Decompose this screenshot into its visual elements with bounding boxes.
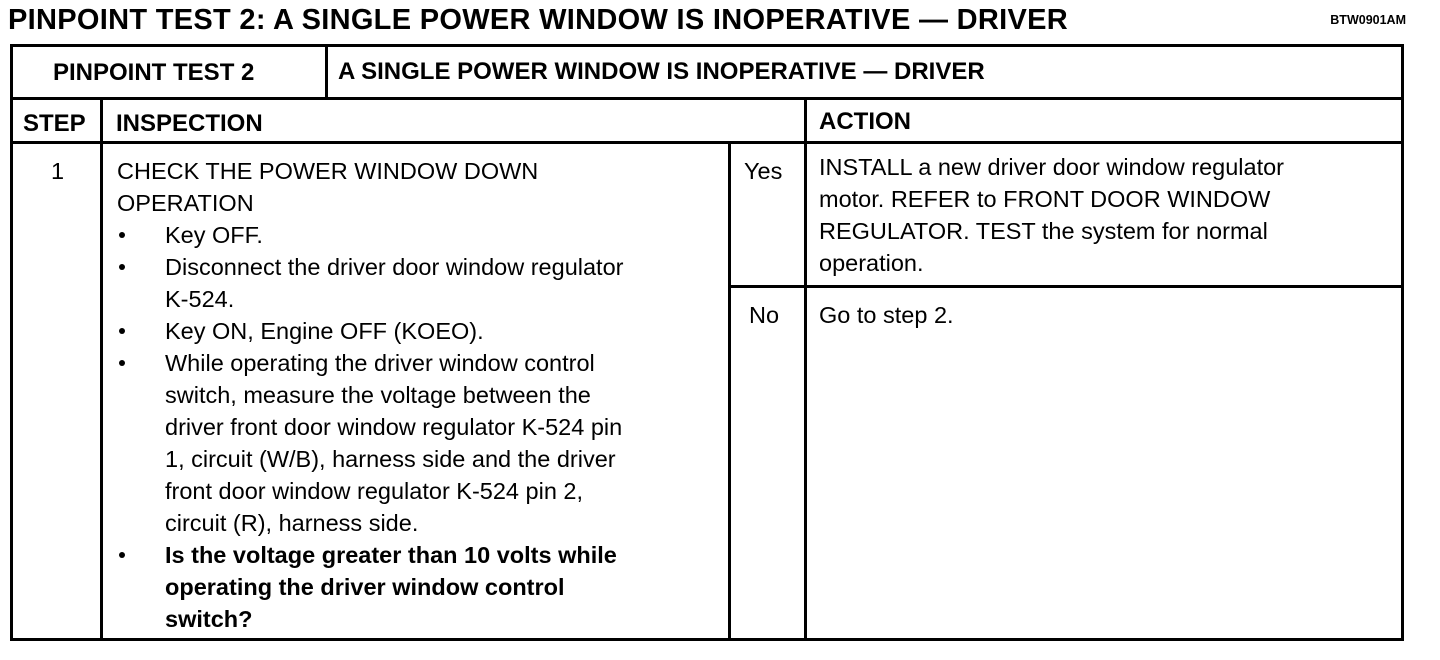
inspection-step-line: While operating the driver window control [165, 350, 595, 376]
outcome-divider [728, 285, 1401, 288]
inspection-step-line: front door window regulator K-524 pin 2, [165, 478, 584, 504]
step-column-separator [100, 97, 103, 638]
inspection-question-line: operating the driver window control [165, 574, 565, 600]
answer-yes: Yes [744, 158, 783, 184]
action-no [819, 299, 954, 331]
inspection-question [117, 539, 623, 635]
bullet-icon [119, 360, 125, 366]
inspection-question-line: Is the voltage greater than 10 volts while [165, 542, 617, 568]
inspection-step-line: circuit (R), harness side. [165, 510, 419, 536]
step-header: STEP [23, 110, 86, 137]
inspection-cell [117, 155, 623, 635]
bullet-icon [119, 264, 125, 270]
inspection-step [117, 251, 623, 315]
inspection-step-line: Disconnect the driver door window regulator [165, 254, 624, 280]
inspection-heading-line: OPERATION [117, 190, 254, 216]
inspection-step [117, 347, 623, 539]
title-row-divider [13, 97, 1401, 100]
inspection-step-line: Key ON, Engine OFF (KOEO). [165, 318, 484, 344]
action-line: REGULATOR. TEST the system for normal [819, 218, 1268, 244]
inspection-question-line: switch? [165, 606, 253, 632]
test-title: A SINGLE POWER WINDOW IS INOPERATIVE — DRIVER [338, 58, 985, 85]
page-title: PINPOINT TEST 2: A SINGLE POWER WINDOW IS INOPERATIVE — DRIVER [8, 4, 1068, 36]
pinpoint-test-table [10, 44, 1404, 641]
inspection-step [117, 315, 623, 347]
header-row-divider [13, 141, 1401, 144]
test-label: PINPOINT TEST 2 [53, 59, 255, 86]
inspection-step [117, 219, 623, 251]
step-number: 1 [51, 158, 65, 184]
inspection-step-line: driver front door window regulator K-524 pin [165, 414, 623, 440]
inspection-header: INSPECTION [116, 110, 263, 137]
inspection-step-line: K-524. [165, 286, 235, 312]
action-column-separator [804, 97, 807, 638]
inspection-heading-line: CHECK THE POWER WINDOW DOWN [117, 158, 539, 184]
bullet-icon [119, 328, 125, 334]
action-line: motor. REFER to FRONT DOOR WINDOW [819, 186, 1271, 212]
answer-no: No [749, 302, 780, 328]
reference-code: BTW0901AM [1330, 13, 1406, 27]
action-line: operation. [819, 250, 924, 276]
inspection-step-line: switch, measure the voltage between the [165, 382, 591, 408]
bullet-icon [119, 232, 125, 238]
action-yes [819, 151, 1284, 279]
action-header: ACTION [819, 108, 911, 135]
inspection-step-line: 1, circuit (W/B), harness side and the driver [165, 446, 616, 472]
action-line: INSTALL a new driver door window regulator [819, 154, 1284, 180]
inspection-steps [117, 219, 623, 635]
inspection-step-line: Key OFF. [165, 222, 263, 248]
action-line: Go to step 2. [819, 302, 954, 328]
title-row-separator [325, 47, 328, 97]
answer-column-separator [728, 144, 731, 638]
bullet-icon [119, 552, 125, 558]
